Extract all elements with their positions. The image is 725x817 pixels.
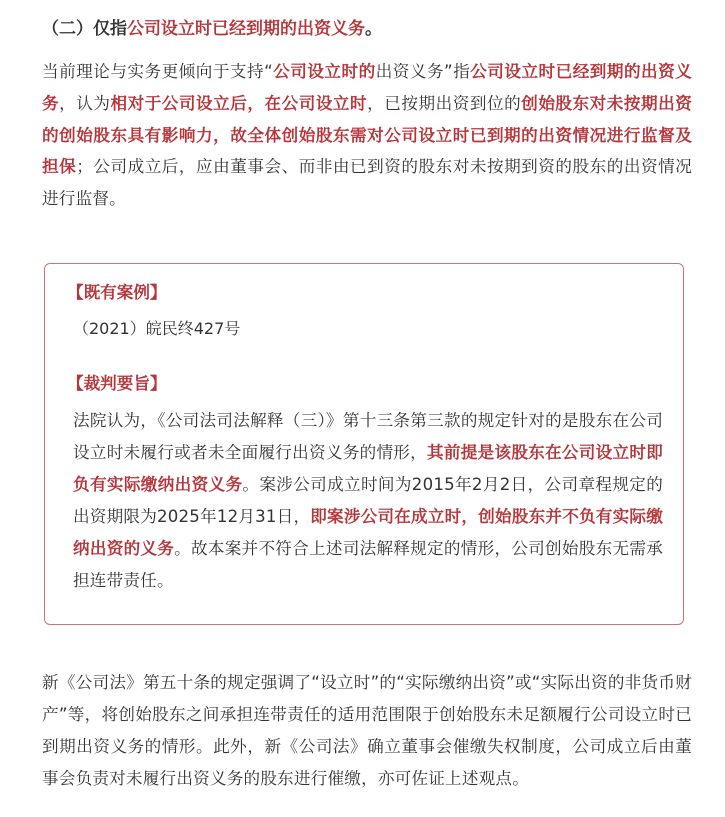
- body-text: ，认为: [59, 93, 111, 113]
- body-text: 法院认为，《公司法司法解释（三）》第十三条第三款的规定针对的是股东在公司设立时未履行或者未全面履行出资义务的情形，: [73, 411, 663, 462]
- emphasis-text: 创始股东对未按期出资的创始股东具有影响力，故全体创始股东需对公司设立时已到期的出资情况进行监督及担保: [42, 93, 693, 177]
- emphasis-text: 相对于公司设立后，在公司设立时: [110, 93, 368, 113]
- conclusion-paragraph: [42, 667, 692, 795]
- case-box: [44, 263, 684, 625]
- body-text: 新《公司法》第五十条的规定强调了“设立时”的“实际缴纳出资”或“实际出资的非货币财产”等，将创始股东之间承担连带责任的适用范围限于创始股东未足额履行公司设立时已到期出资义务的情形。此外，新《公司法》确立董事会催缴失权制度，公司成立后由董事会负责对未履行出资义务的股东进行催缴，亦可佐证上述观点。: [42, 673, 692, 788]
- body-text: 出资义务”指: [375, 62, 471, 81]
- case-number: （2021）皖民终427号: [73, 319, 241, 338]
- body-text: ；公司成立后，应由董事会、而非由已到资的股东对未按期到资的股东的出资情况进行监督。: [42, 157, 692, 209]
- body-text: 当前理论与实务更倾向于支持“: [42, 62, 273, 81]
- body-text: ，已按期出资到位的: [367, 93, 522, 113]
- body-text: 。故本案并不符合上述司法解释规定的情形，公司创始股东无需承担连带责任。: [73, 539, 663, 590]
- heading-prefix: （二）仅指: [42, 19, 127, 39]
- ruling-paragraph: [73, 405, 663, 597]
- emphasis-text: 公司设立时已经到期的出资义务: [42, 62, 693, 113]
- section-heading: [42, 14, 382, 44]
- emphasis-text: 其前提是该股东在公司设立时即负有实际缴纳出资义务: [73, 443, 663, 494]
- ruling-title: 【裁判要旨】: [67, 374, 167, 393]
- heading-suffix: 。: [365, 19, 382, 39]
- body-text: 。案涉公司成立时间为2015年2月2日，公司章程规定的出资期限为2025年12月31日，: [73, 475, 663, 526]
- intro-paragraph: [42, 56, 692, 215]
- emphasis-text: 即案涉公司在成立时，创始股东并不负有实际缴纳出资的义务: [73, 507, 663, 558]
- emphasis-text: 公司设立时的: [272, 62, 376, 81]
- heading-emphasis: 公司设立时已经到期的出资义务: [127, 19, 365, 39]
- existing-case-title: 【既有案例】: [67, 283, 167, 302]
